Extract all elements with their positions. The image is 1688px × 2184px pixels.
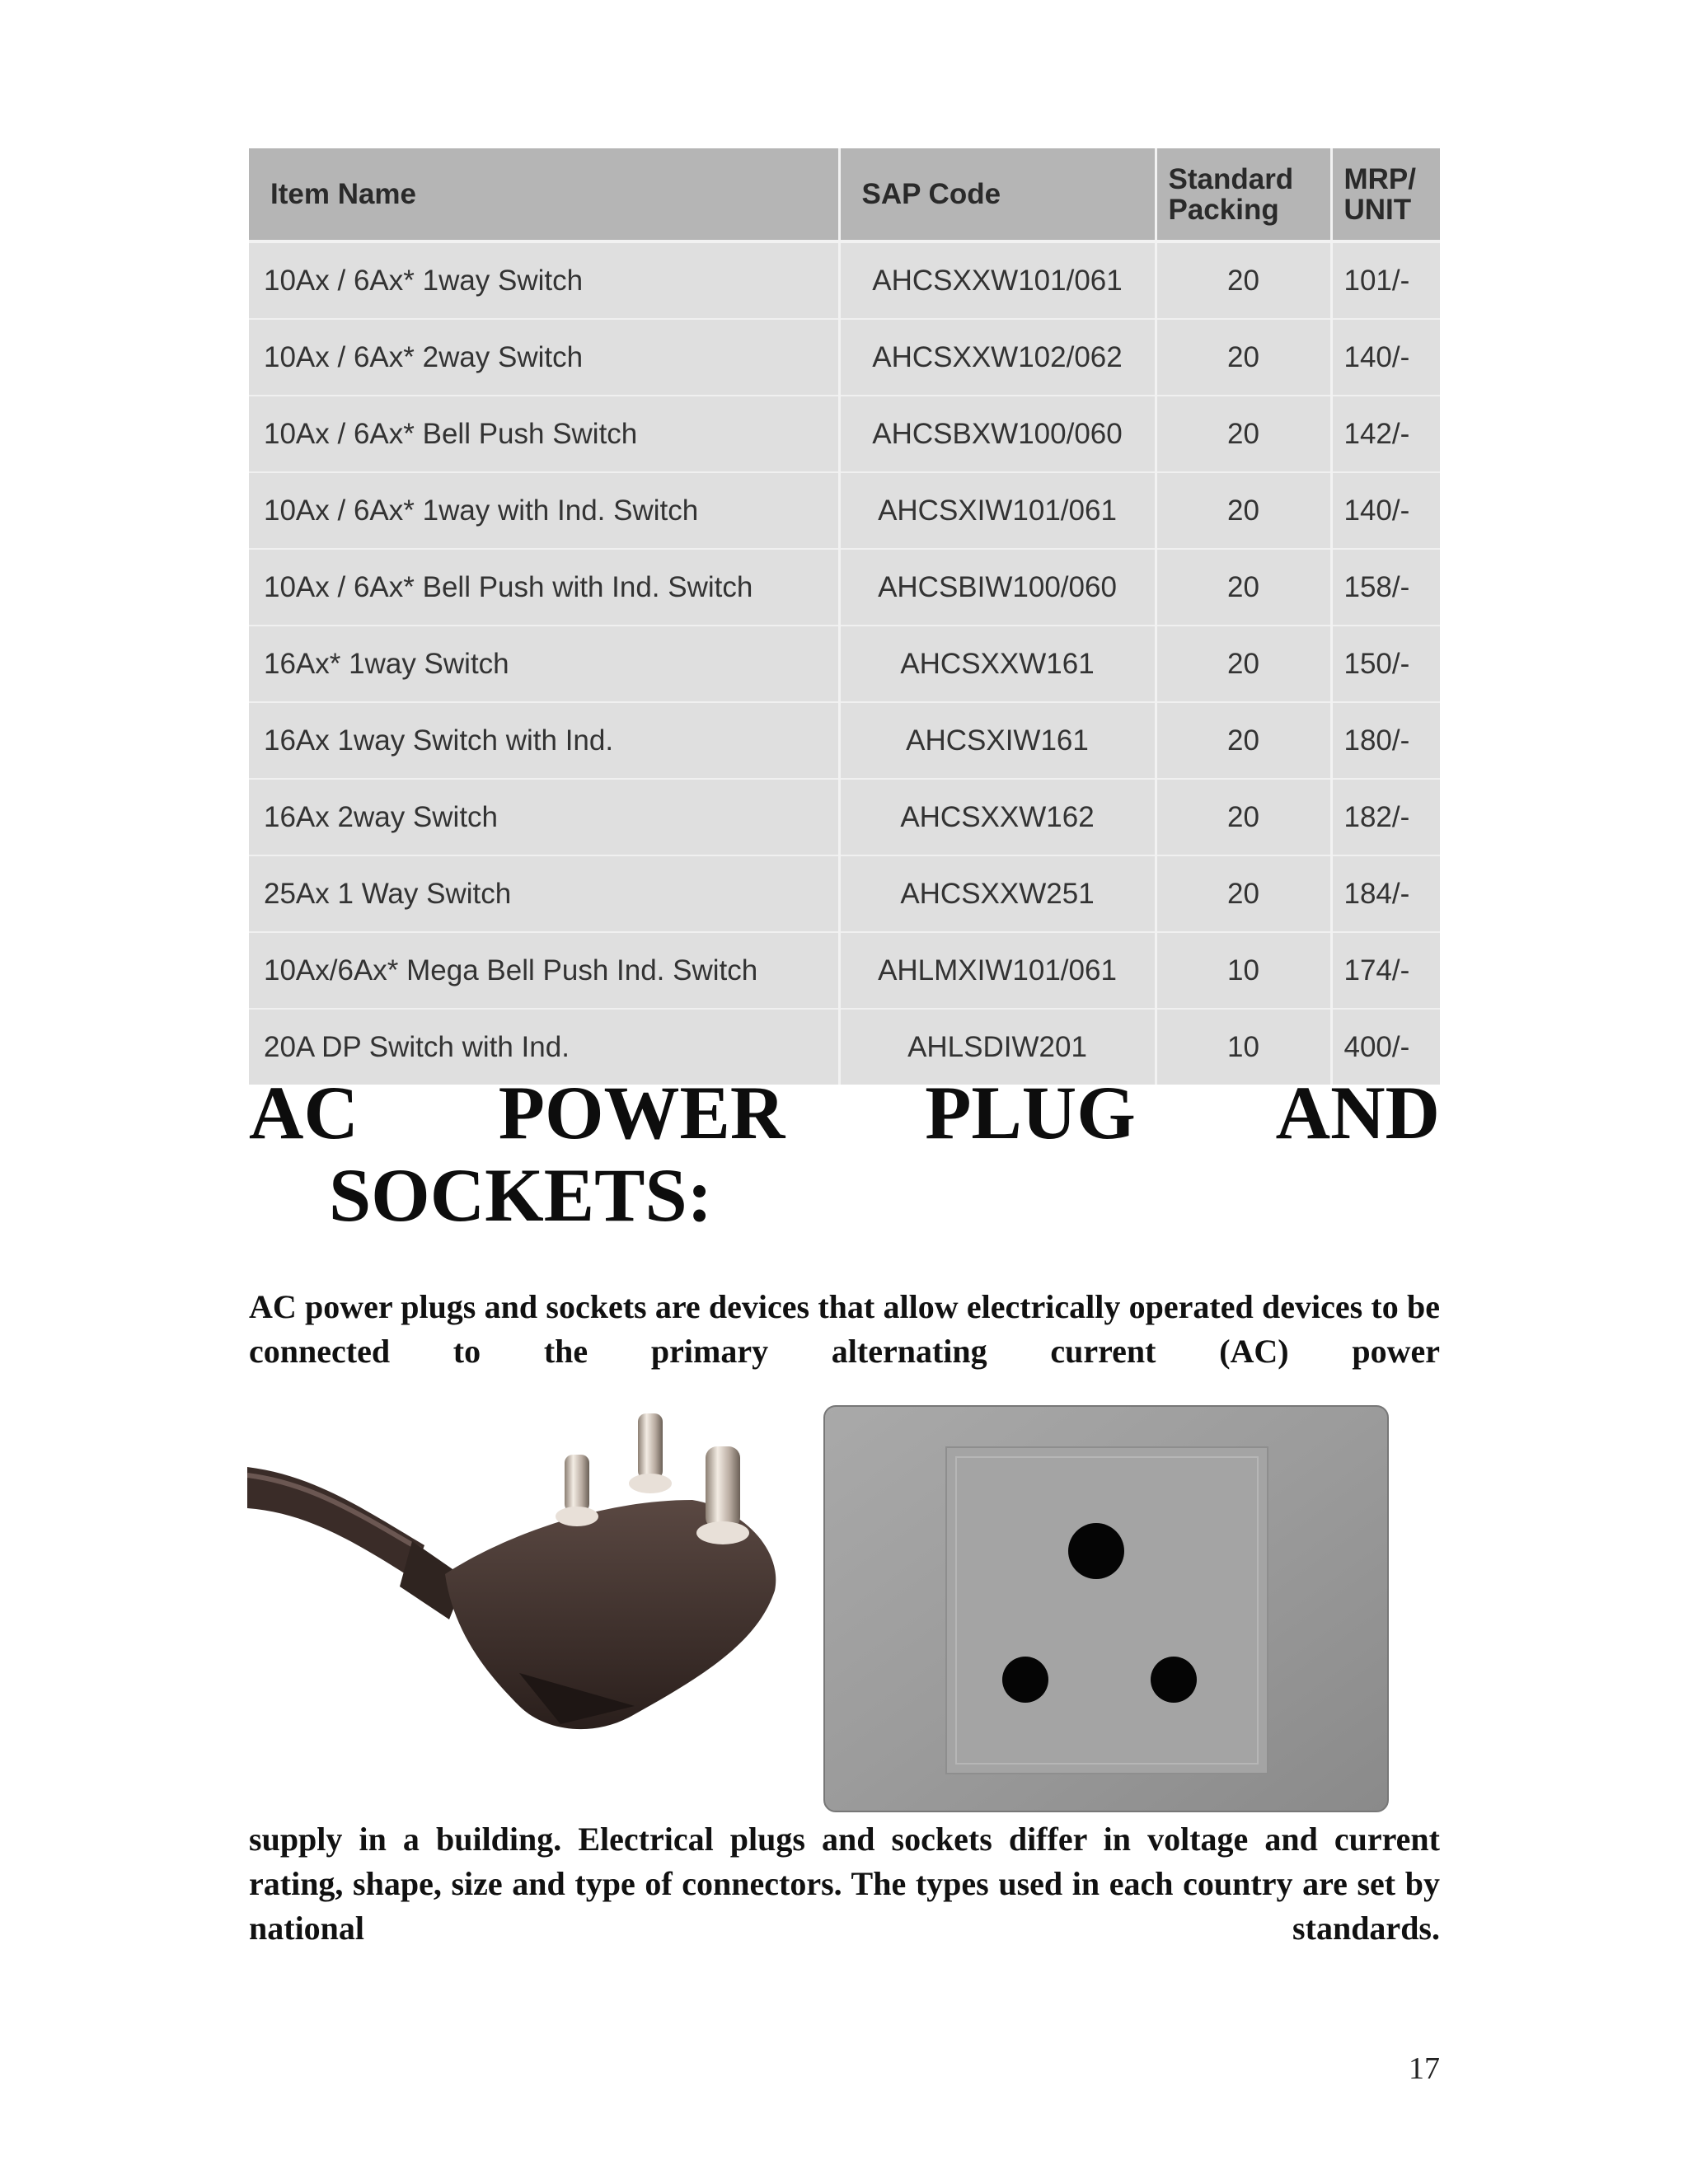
three-pin-plug-image [247,1401,808,1797]
paragraph-continued [249,1817,1440,1951]
cell-sap-code: AHCSXXW161 [839,626,1156,702]
table-row [249,932,1440,1009]
cell-sap-code: AHLMXIW101/061 [839,932,1156,1009]
cell-item-name: 16Ax 1way Switch with Ind. [249,702,839,779]
cell-sap-code: AHCSXXW162 [839,779,1156,855]
cell-item-name: 10Ax/6Ax* Mega Bell Push Ind. Switch [249,932,839,1009]
three-pin-socket-image [823,1404,1390,1813]
cell-sap-code: AHCSBIW100/060 [839,549,1156,626]
cell-standard-packing: 10 [1156,1009,1331,1085]
table-row [249,241,1440,319]
heading-line-1 [249,1071,1440,1154]
heading-word: AND [1275,1071,1440,1155]
cell-standard-packing: 20 [1156,241,1331,319]
table-row [249,319,1440,396]
cell-item-name: 10Ax / 6Ax* 2way Switch [249,319,839,396]
cell-item-name: 20A DP Switch with Ind. [249,1009,839,1085]
cell-item-name: 10Ax / 6Ax* 1way with Ind. Switch [249,472,839,549]
cell-standard-packing: 20 [1156,396,1331,472]
section-heading [249,1071,1440,1236]
cell-mrp-unit: 101/- [1331,241,1440,319]
table-row [249,396,1440,472]
cell-standard-packing: 20 [1156,626,1331,702]
cell-item-name: 10Ax / 6Ax* 1way Switch [249,241,839,319]
cell-standard-packing: 20 [1156,319,1331,396]
table-header-row [249,148,1440,241]
cell-mrp-unit: 142/- [1331,396,1440,472]
cell-mrp-unit: 182/- [1331,779,1440,855]
header-item-name: Item Name [249,148,839,241]
heading-word: PLUG [925,1071,1136,1155]
cell-standard-packing: 10 [1156,932,1331,1009]
cell-sap-code: AHCSXXW251 [839,855,1156,932]
paragraph-continued-text: supply in a building. Electrical plugs and sockets differ in voltage and current rating, shape, size and type of connectors. The types used in each country are set by national standards. [249,1821,1440,1947]
cell-sap-code: AHCSXXW102/062 [839,319,1156,396]
cell-sap-code: AHCSXXW101/061 [839,241,1156,319]
cell-mrp-unit: 184/- [1331,855,1440,932]
table-row [249,855,1440,932]
cell-standard-packing: 20 [1156,702,1331,779]
switch-price-table [249,148,1440,1085]
table-row [249,779,1440,855]
cell-sap-code: AHLSDIW201 [839,1009,1156,1085]
cell-mrp-unit: 400/- [1331,1009,1440,1085]
cell-mrp-unit: 158/- [1331,549,1440,626]
cell-standard-packing: 20 [1156,549,1331,626]
table-row [249,626,1440,702]
cell-mrp-unit: 140/- [1331,319,1440,396]
header-standard-packing: Standard Packing [1156,148,1331,241]
cell-sap-code: AHCSXIW101/061 [839,472,1156,549]
table-body [249,241,1440,1085]
cell-mrp-unit: 180/- [1331,702,1440,779]
cell-mrp-unit: 140/- [1331,472,1440,549]
cell-mrp-unit: 174/- [1331,932,1440,1009]
cell-item-name: 10Ax / 6Ax* Bell Push with Ind. Switch [249,549,839,626]
table-row [249,702,1440,779]
cell-standard-packing: 20 [1156,779,1331,855]
heading-line-2: SOCKETS: [329,1153,713,1237]
header-mrp-unit: MRP/ UNIT [1331,148,1440,241]
page-number: 17 [1409,2051,1440,2086]
cell-sap-code: AHCSBXW100/060 [839,396,1156,472]
cell-standard-packing: 20 [1156,472,1331,549]
cell-sap-code: AHCSXIW161 [839,702,1156,779]
cell-standard-packing: 20 [1156,855,1331,932]
cell-item-name: 16Ax* 1way Switch [249,626,839,702]
cell-mrp-unit: 150/- [1331,626,1440,702]
cell-item-name: 10Ax / 6Ax* Bell Push Switch [249,396,839,472]
heading-word: POWER [498,1071,785,1155]
paragraph-intro: AC power plugs and sockets are devices that allow electrically operated devices to be connected to the primary alternating current (AC) power [249,1288,1440,1370]
cell-item-name: 16Ax 2way Switch [249,779,839,855]
table-row [249,472,1440,549]
cell-item-name: 25Ax 1 Way Switch [249,855,839,932]
heading-word: AC [249,1071,359,1155]
header-sap-code: SAP Code [839,148,1156,241]
table-row [249,549,1440,626]
